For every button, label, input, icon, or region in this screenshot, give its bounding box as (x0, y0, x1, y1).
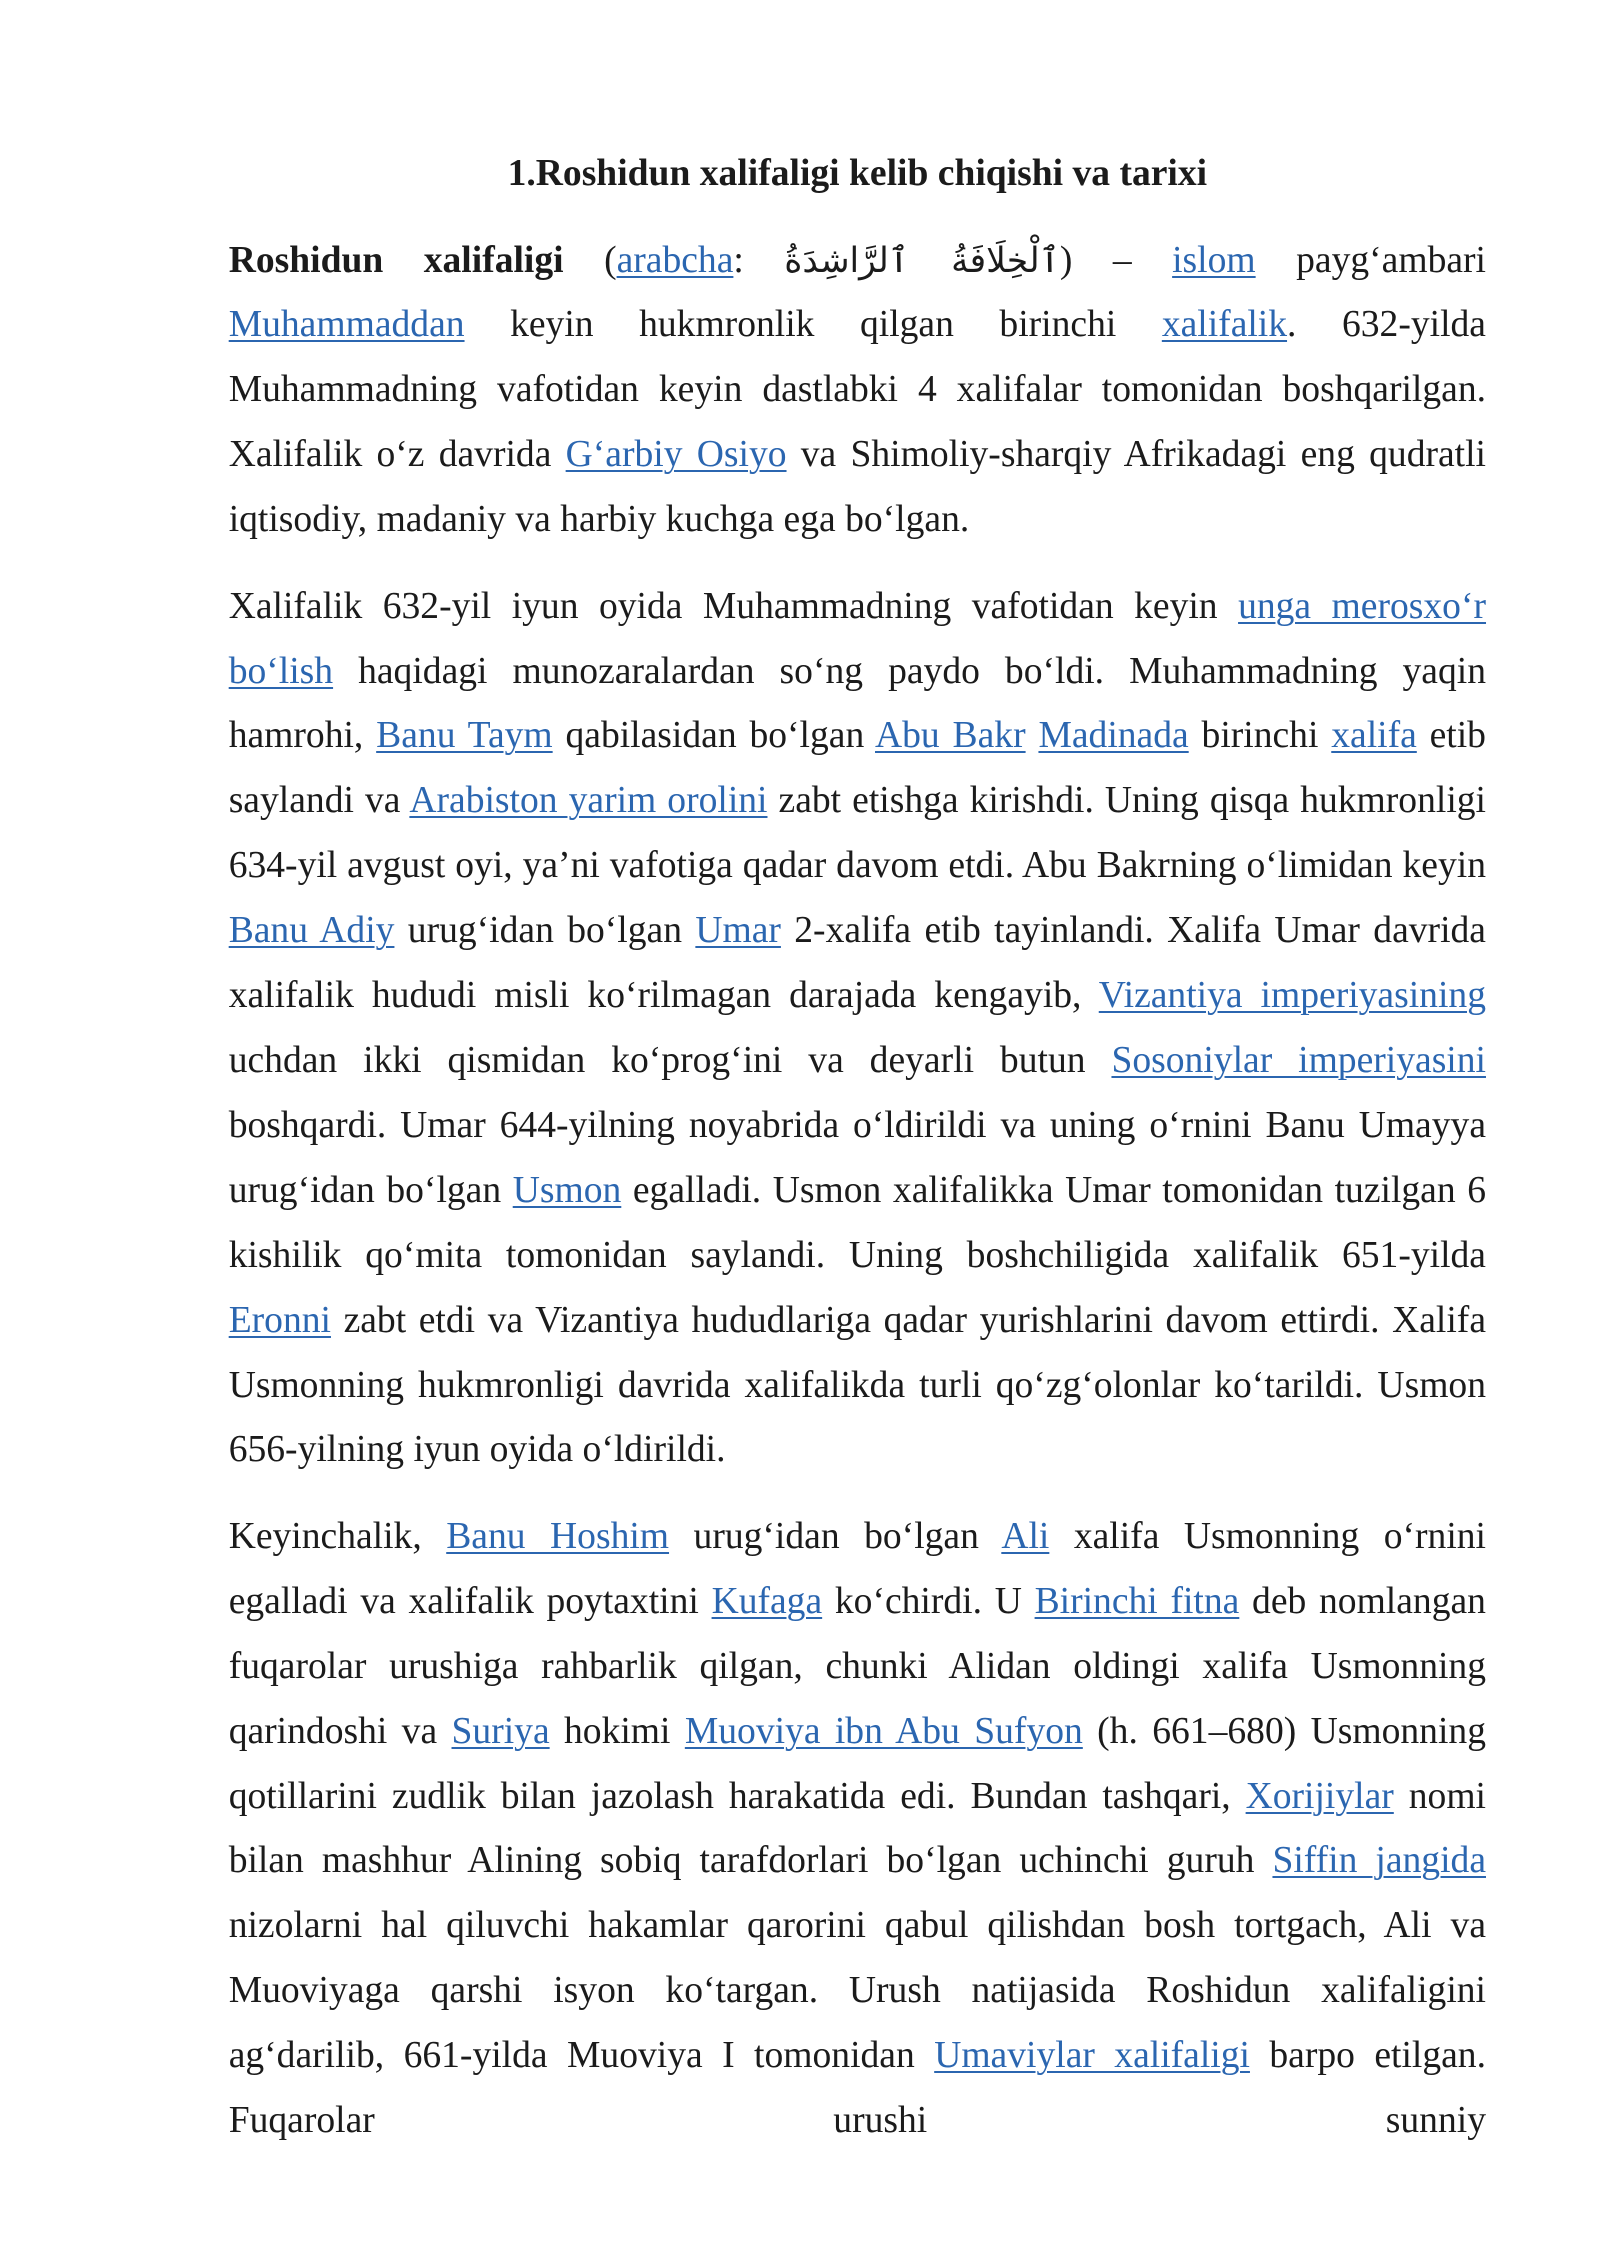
link-siffin-jangida[interactable]: Siffin jangida (1272, 1840, 1486, 1882)
paragraph-1 (229, 229, 1486, 554)
link-arabcha[interactable]: arabcha (616, 239, 734, 281)
page-title: 1.Roshidun xalifaligi kelib chiqishi va tarixi (507, 153, 1208, 194)
paragraph-2 (229, 575, 1486, 1484)
link-abu-bakr[interactable]: Abu Bakr (875, 715, 1026, 757)
link-islom[interactable]: islom (1172, 239, 1256, 281)
link-xorijiylar[interactable]: Xorijiylar (1245, 1775, 1394, 1817)
link-usmon[interactable]: Usmon (512, 1169, 622, 1211)
paragraph-text: . 632-yilda Muhammadning vafotidan keyin dastlabki 4 xalifalar tomonidan boshqarilgan. Xalifalik o‘z davrida (228, 304, 1486, 476)
paragraph-text: deb nomlangan fuqarolar urushiga rahbarlik qilgan, chunki Alidan oldingi xalifa Usmonning qarindoshi va (228, 1580, 1486, 1752)
link-suriya[interactable]: Suriya (451, 1710, 550, 1752)
paragraph-text: haqidagi munozaralardan so‘ng paydo bo‘ldi. Muhammadning yaqin hamrohi, (228, 650, 1486, 757)
link-banu-adiy[interactable]: Banu Adiy (228, 910, 395, 952)
link-g-arbiy-osiyo[interactable]: G‘arbiy Osiyo (565, 434, 787, 476)
link-madinada[interactable]: Madinada (1038, 715, 1189, 757)
link-kufaga[interactable]: Kufaga (711, 1580, 823, 1622)
paragraph-text: hokimi (549, 1710, 685, 1752)
paragraph-text: qabilasidan bo‘lgan (552, 715, 875, 757)
link-unga-merosxo-r-bo-lish[interactable]: unga merosxo‘r bo‘lish (228, 585, 1487, 692)
paragraph-text: uchdan ikki qismidan ko‘prog‘ini va deyarli butun (228, 1039, 1112, 1081)
link-muhammaddan[interactable]: Muhammaddan (228, 304, 465, 346)
link-umaviylar-xalifaligi[interactable]: Umaviylar xalifaligi (934, 2035, 1250, 2077)
paragraph-text: nizolarni hal qiluvchi hakamlar qarorini qabul qilishdan bosh tortgach, Ali va Muoviyaga qarshi isyon ko‘targan. Urush natijasida Roshidun xalifaligini ag‘darilib, 661-yilda Muoviya I tomonidan (228, 1905, 1486, 2077)
paragraph-text: keyin hukmronlik qilgan birinchi (464, 304, 1162, 346)
paragraph-text: va Shimoliy-sharqiy Afrikadagi eng qudratli iqtisodiy, madaniy va harbiy kuchga ega bo‘lgan. (228, 434, 1486, 541)
link-muoviya-ibn-abu-sufyon[interactable]: Muoviya ibn Abu Sufyon (684, 1710, 1083, 1752)
link-arabiston-yarim-orolini[interactable]: Arabiston yarim orolini (409, 780, 768, 822)
link-umar[interactable]: Umar (695, 910, 781, 952)
paragraph-text: nomi bilan mashhur Alining sobiq tarafdorlari bo‘lgan uchinchi guruh (228, 1775, 1486, 1882)
paragraph-text: Keyinchalik, (228, 1515, 447, 1557)
paragraph-text: birinchi (1188, 715, 1332, 757)
paragraph-text: xalifa Usmonning o‘rnini egalladi va xalifalik poytaxtini (228, 1515, 1486, 1622)
paragraph-text: zabt etishga kirishdi. Uning qisqa hukmronligi 634-yil avgust oyi, ya’ni vafotiga qadar davom etdi. Abu Bakrning o‘limidan keyin (228, 780, 1486, 887)
paragraph-3 (229, 1505, 1486, 2154)
paragraph-text: Xalifalik 632-yil iyun oyida Muhammadning vafotidan keyin (228, 585, 1239, 627)
link-xalifalik[interactable]: xalifalik (1161, 304, 1288, 346)
paragraph-text: boshqardi. Umar 644-yilning noyabrida o‘ldirildi va uning o‘rnini Banu Umayya urug‘idan bo‘lgan (228, 1104, 1486, 1211)
document-body (229, 229, 1486, 2154)
paragraph-text: (h. 661–680) Usmonning qotillarini zudlik bilan jazolash harakatida edi. Bundan tashqari, (228, 1710, 1486, 1817)
link-birinchi-fitna[interactable]: Birinchi fitna (1034, 1580, 1240, 1622)
paragraph-text: egalladi. Usmon xalifalikka Umar tomonidan tuzilgan 6 kishilik qo‘mita tomonidan saylandi. Uning boshchiligida xalifalik 651-yilda (228, 1169, 1486, 1276)
link-vizantiya-imperiyasining[interactable]: Vizantiya imperiyasining (1098, 975, 1486, 1017)
paragraph-text: etib saylandi va (228, 715, 1486, 822)
paragraph-text: zabt etdi va Vizantiya hududlariga qadar yurishlarini davom ettirdi. Xalifa Usmonning hukmronligi davrida xalifalikda turli qo‘zg‘olonlar ko‘tarildi. Usmon 656-yilning iyun oyida o‘ldirildi. (228, 1299, 1486, 1471)
link-xalifa[interactable]: xalifa (1331, 715, 1417, 757)
bold-term: Roshidun xalifaligi (228, 239, 564, 281)
arabic-name: ٱلْخِلَافَةُ ٱلرَّاشِدَةُ (784, 240, 1060, 281)
link-banu-hoshim[interactable]: Banu Hoshim (446, 1515, 670, 1557)
link-eronni[interactable]: Eronni (228, 1299, 331, 1341)
paragraph-text: barpo etilgan. Fuqarolar urushi sunniy (228, 2035, 1486, 2142)
link-ali[interactable]: Ali (1001, 1515, 1050, 1557)
link-sosoniylar-imperiyasini[interactable]: Sosoniylar imperiyasini (1111, 1039, 1486, 1081)
paragraph-text: : (733, 239, 785, 281)
paragraph-text: ( (563, 239, 617, 281)
paragraph-text: payg‘ambari (1255, 239, 1486, 281)
paragraph-text: ) – (1059, 239, 1173, 281)
paragraph-text: urug‘idan bo‘lgan (394, 910, 696, 952)
link-banu-taym[interactable]: Banu Taym (376, 715, 553, 757)
paragraph-text: 2-xalifa etib tayinlandi. Xalifa Umar davrida xalifalik hududi misli ko‘rilmagan darajada kengayib, (228, 910, 1486, 1017)
paragraph-text (1026, 715, 1039, 756)
paragraph-text: urug‘idan bo‘lgan (669, 1515, 1002, 1557)
paragraph-text: ko‘chirdi. U (822, 1580, 1035, 1622)
